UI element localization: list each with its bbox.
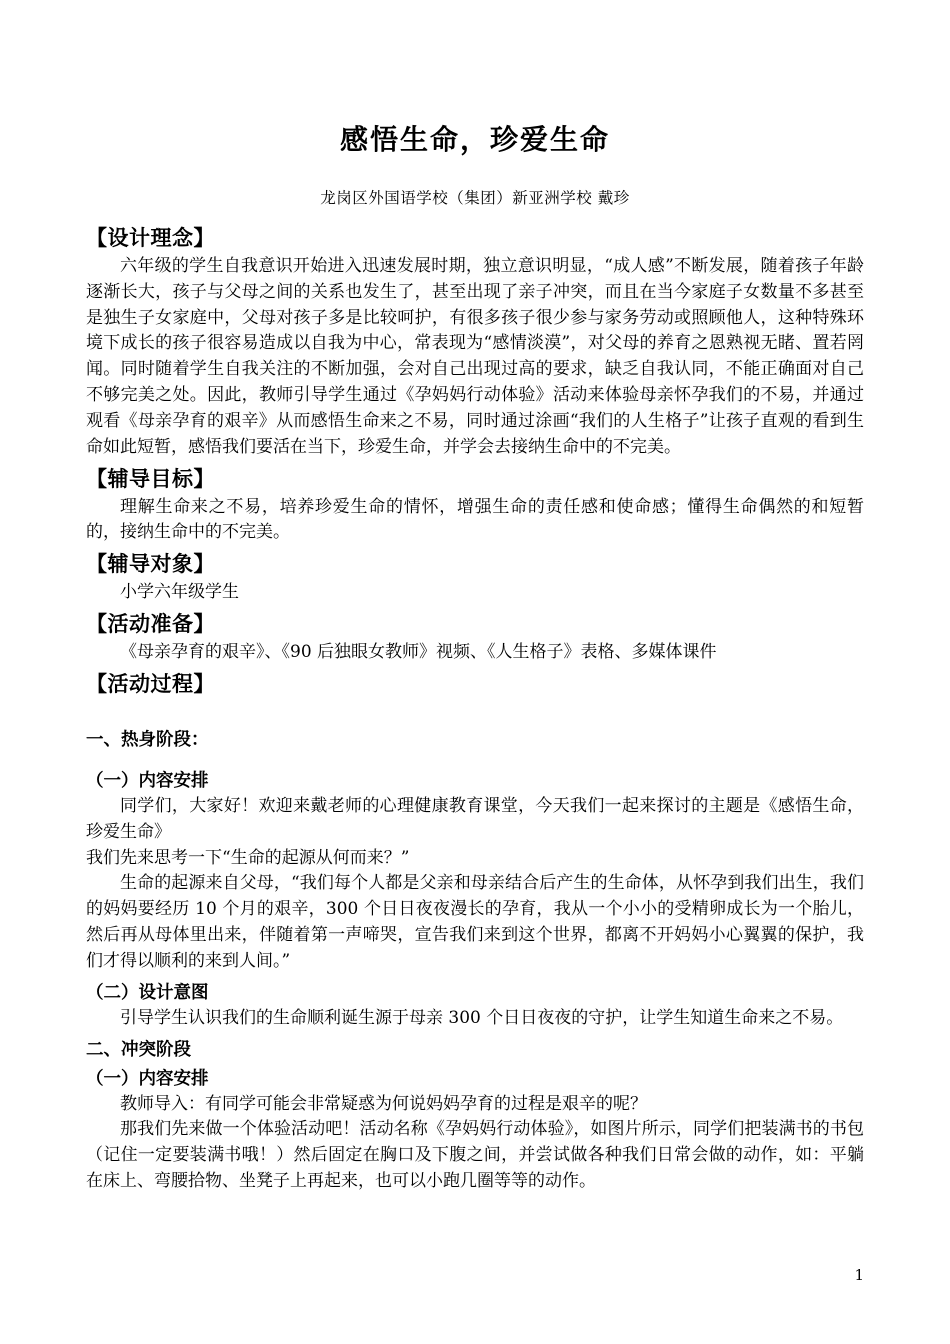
subheading-stage-two: 二、冲突阶段 xyxy=(86,1039,191,1060)
byline: 龙岗区外国语学校（集团）新亚洲学校 戴珍 xyxy=(320,189,630,207)
paragraph-stage-two-2: 那我们先来做一个体验活动吧！活动名称《孕妈妈行动体验》，如图片所示，同学们把装满书的书包（记住一定要装满书哦！）然后固定在胸口及下腹之间，并尝试做各种我们日常会做的动作，如：平躺在床上、弯腰拾物、坐凳子上再起来，也可以小跑几圈等等的动作。 xyxy=(86,1119,864,1192)
section-heading-activity-prep: 【活动准备】 xyxy=(86,612,215,637)
paragraph-guidance-object: 小学六年级学生 xyxy=(120,582,239,603)
page-number: 1 xyxy=(854,1266,864,1284)
subheading-stage-one: 一、热身阶段： xyxy=(86,729,209,750)
paragraph-stage-one-1: 同学们，大家好！欢迎来戴老师的心理健康教育课堂，今天我们一起来探讨的主题是《感悟生命，珍爱生命》 xyxy=(86,795,864,842)
paragraph-activity-prep: 《母亲孕育的艰辛》、《90 后独眼女教师》视频、《人生格子》表格、多媒体课件 xyxy=(120,642,717,663)
subheading-stage-two-part-one: （一）内容安排 xyxy=(86,1068,209,1089)
section-heading-guidance-goal: 【辅导目标】 xyxy=(86,466,215,491)
paragraph-stage-two-1: 教师导入：有同学可能会非常疑惑为何说妈妈孕育的过程是艰辛的呢？ xyxy=(120,1093,647,1114)
page-title: 感悟生命，珍爱生命 xyxy=(339,123,610,156)
subheading-stage-one-part-one: （一）内容安排 xyxy=(86,770,209,791)
paragraph-guidance-goal: 理解生命来之不易，培养珍爱生命的情怀，增强生命的责任感和使命感；懂得生命偶然的和短暂的，接纳生命中的不完美。 xyxy=(86,496,864,543)
paragraph-stage-one-2: 我们先来思考一下“生命的起源从何而来？” xyxy=(86,847,410,868)
paragraph-stage-one-design-intent: 引导学生认识我们的生命顺利诞生源于母亲 300 个日日夜夜的守护，让学生知道生命来之不易。 xyxy=(120,1007,844,1028)
subheading-stage-one-part-two: （二）设计意图 xyxy=(86,982,209,1003)
section-heading-design-concept: 【设计理念】 xyxy=(86,226,215,250)
section-heading-activity-process: 【活动过程】 xyxy=(86,671,215,696)
section-heading-guidance-object: 【辅导对象】 xyxy=(86,552,215,577)
paragraph-design-concept: 六年级的学生自我意识开始进入迅速发展时期，独立意识明显，“成人感”不断发展，随着孩子年龄逐渐长大，孩子与父母之间的关系也发生了，甚至出现了亲子冲突，而且在当今家庭子女数量不多甚至是独生子女家庭中，父母对孩子多是比较呵护，有很多孩子很少参与家务劳动或照顾他人，这种特殊环境下成长的孩子很容易造成以自我为中心，常表现为“感情淡漠”，对父母的养育之恩熟视无睹、置若罔闻。同时随着学生自我关注的不断加强，会对自己出现过高的要求，缺乏自我认同，不能正确面对自己不够完美之处。因此，教师引导学生通过《孕妈妈行动体验》活动来体验母亲怀孕我们的不易，并通过观看《母亲孕育的艰辛》从而感悟生命来之不易，同时通过涂画“我们的人生格子”让孩子直观的看到生命如此短暂，感悟我们要活在当下，珍爱生命，并学会去接纳生命中的不完美。 xyxy=(86,256,864,457)
paragraph-stage-one-3: 生命的起源来自父母，“我们每个人都是父亲和母亲结合后产生的生命体，从怀孕到我们出生，我们的妈妈要经历 10 个月的艰辛，300 个日日夜夜漫长的孕育，我从一个小小的受精卵成长为一个胎儿，然后再从母体里出来，伴随着第一声啼哭，宣告我们来到这个世界，都离不开妈妈小心翼翼的保护，我们才得以顺利的来到人间。” xyxy=(86,873,864,971)
